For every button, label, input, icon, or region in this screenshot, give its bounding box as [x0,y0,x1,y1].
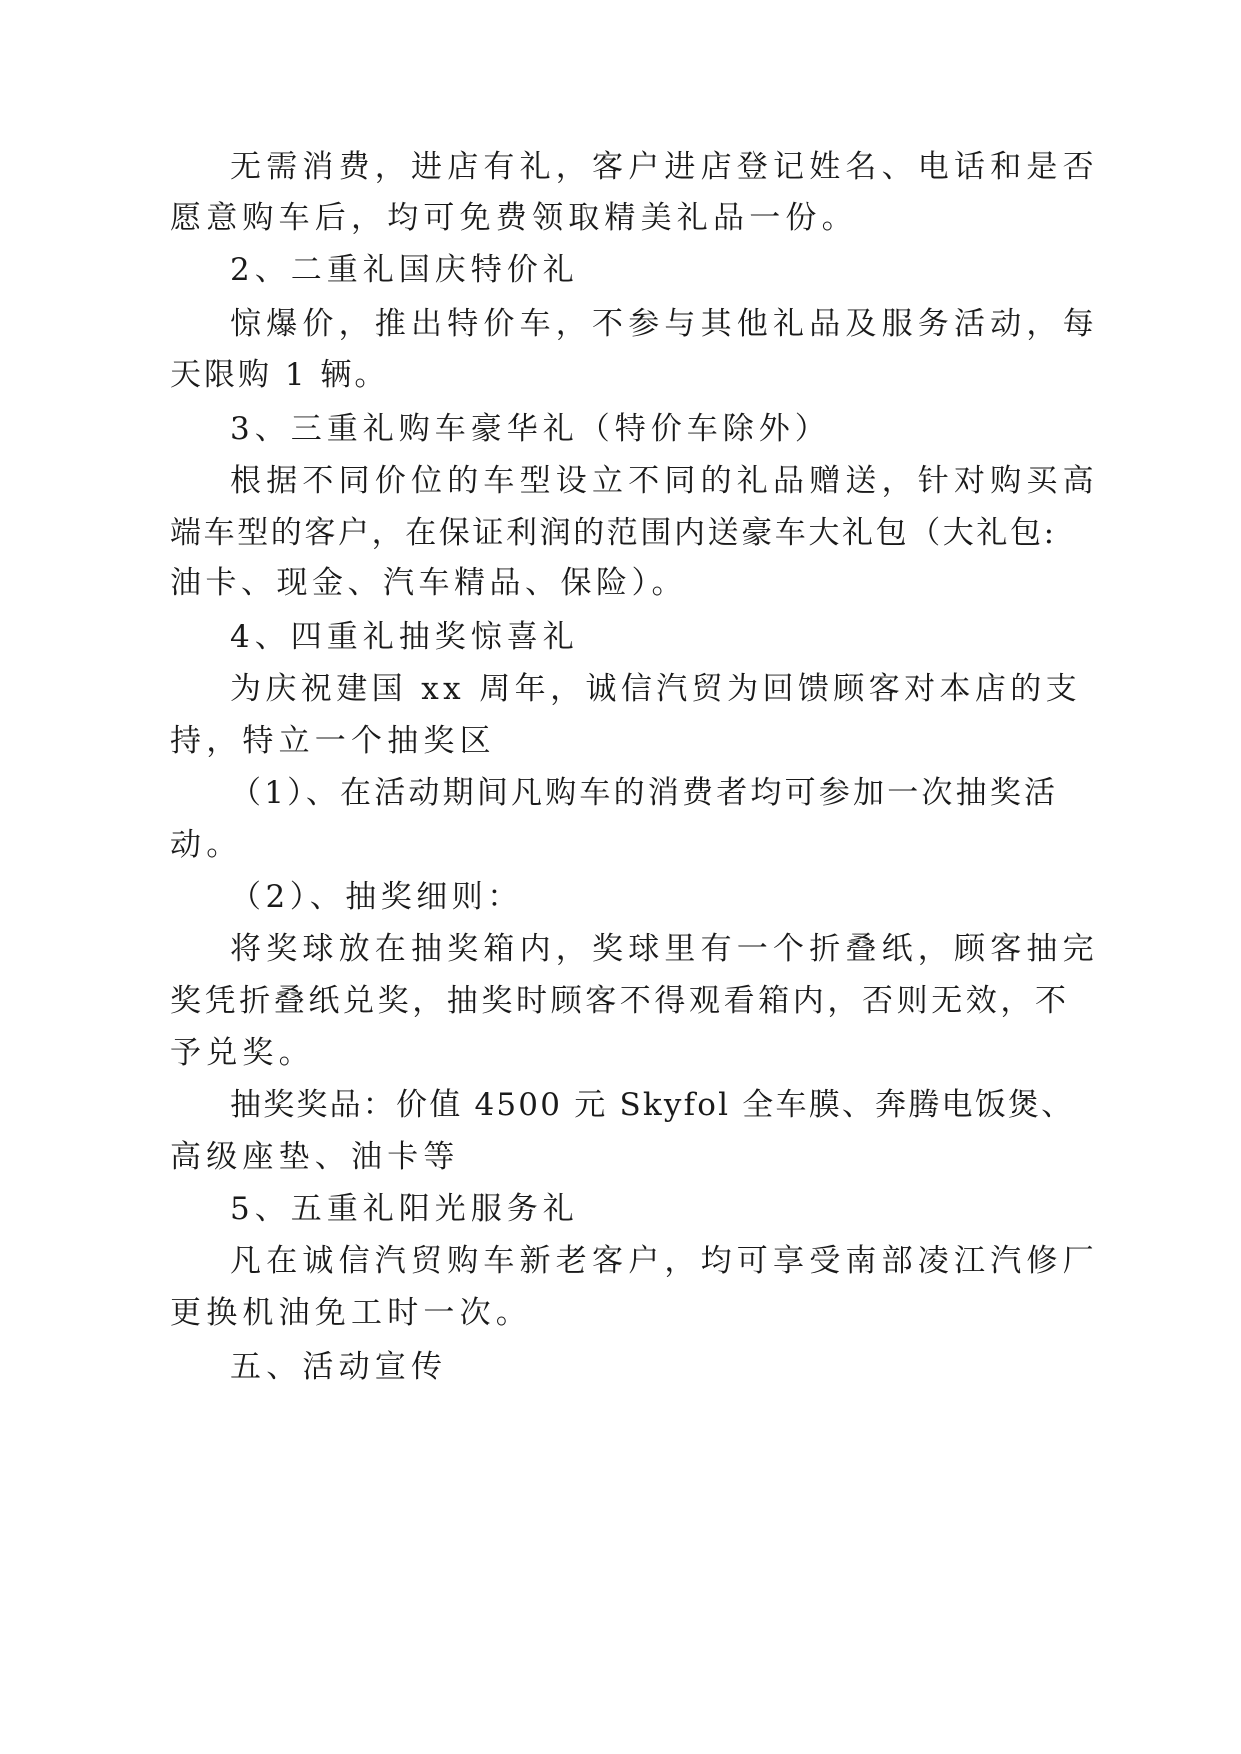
text-line: 动。 [170,827,243,863]
text-line: 惊爆价，推出特价车，不参与其他礼品及服务活动，每 [230,306,1099,342]
text-line: （1）、在活动期间凡购车的消费者均可参加一次抽奖活 [230,775,1059,811]
text-line: 更换机油免工时一次。 [170,1295,532,1331]
text-line: 无需消费，进店有礼，客户进店登记姓名、电话和是否 [230,149,1099,185]
section-heading: 4、四重礼抽奖惊喜礼 [230,619,579,655]
text-line: 天限购 1 辆。 [170,357,389,393]
text-line: 油卡、现金、汽车精品、保险）。 [170,565,687,601]
text-line: 凡在诚信汽贸购车新老客户，均可享受南部凌江汽修厂 [230,1243,1099,1279]
text-line: 愿意购车后，均可免费领取精美礼品一份。 [170,200,858,236]
section-heading: 3、三重礼购车豪华礼（特价车除外） [230,411,831,447]
text-line: 予兑奖。 [170,1035,315,1071]
text-line: 将奖球放在抽奖箱内，奖球里有一个折叠纸，顾客抽完 [230,931,1099,967]
text-line: 根据不同价位的车型设立不同的礼品赠送，针对购买高 [230,463,1099,499]
section-heading: 5、五重礼阳光服务礼 [230,1191,579,1227]
text-line: 为庆祝建国 xx 周年，诚信汽贸为回馈顾客对本店的支 [230,671,1082,707]
section-heading: 五、活动宣传 [230,1349,448,1385]
section-heading: 2、二重礼国庆特价礼 [230,252,579,288]
text-line: 端车型的客户，在保证利润的范围内送豪车大礼包（大礼包: [170,515,1057,551]
text-line: 奖凭折叠纸兑奖，抽奖时顾客不得观看箱内，否则无效，不 [170,983,1070,1019]
text-line: 持，特立一个抽奖区 [170,723,496,759]
text-line: 抽奖奖品：价值 4500 元 Skyfol 全车膜、奔腾电饭煲、 [230,1087,1075,1123]
text-line: （2）、抽奖细则： [230,879,523,915]
text-line: 高级座垫、油卡等 [170,1139,460,1175]
